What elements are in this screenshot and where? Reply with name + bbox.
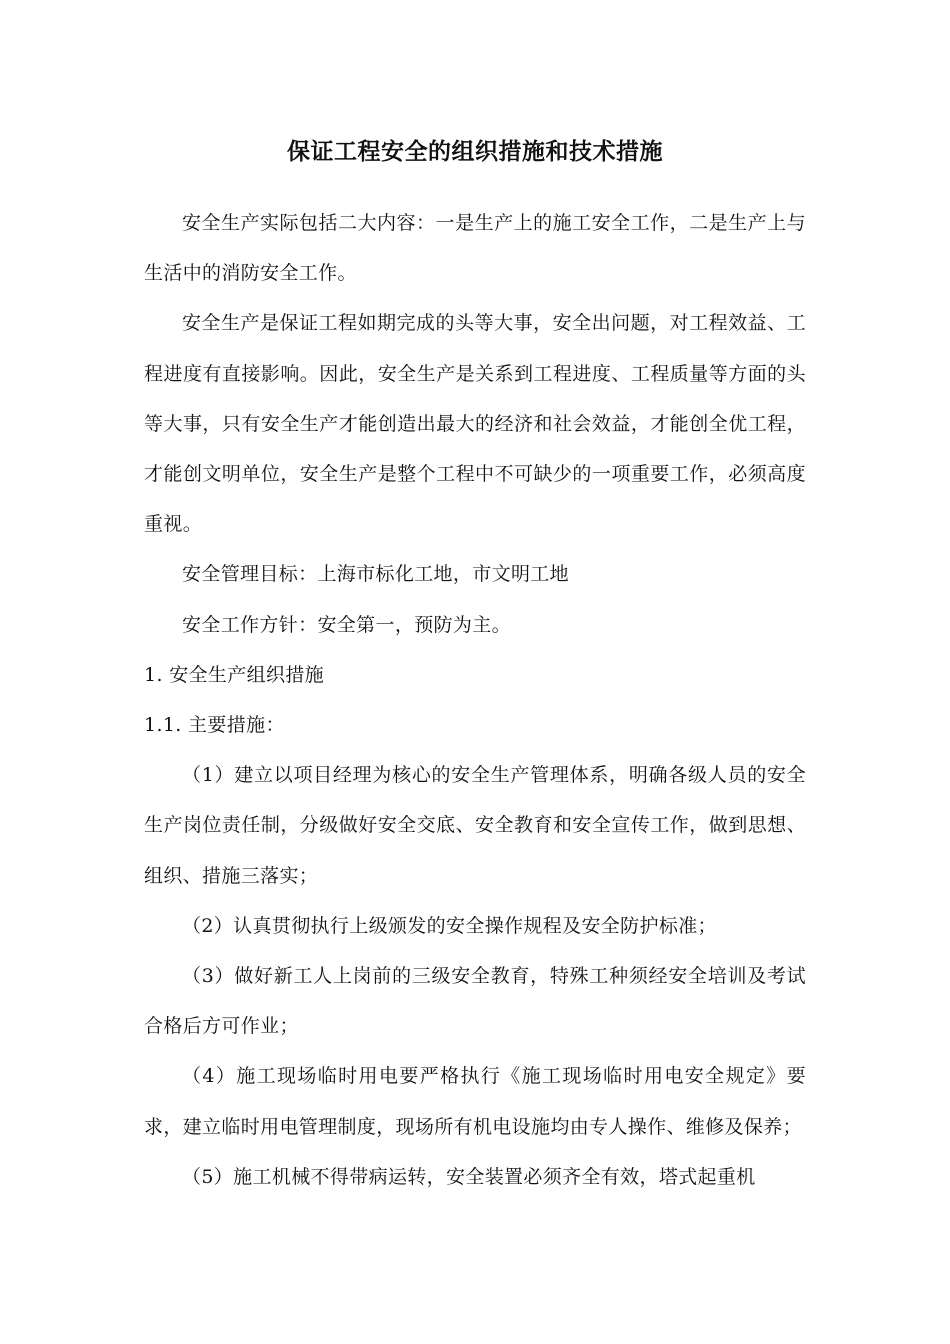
paragraph-work-policy: 安全工作方针：安全第一，预防为主。	[182, 613, 511, 636]
measure-item-3: （3）做好新工人上岗前的三级安全教育，特殊工种须经安全培训及考试合格后方可作业；	[144, 965, 806, 1038]
subsection-heading-main-measures: 1.1. 主要措施：	[144, 714, 285, 737]
paragraph-scope: 安全生产实际包括二大内容：一是生产上的施工安全工作，二是生产上与生活中的消防安全工作。	[144, 212, 806, 285]
measure-item-2: （2）认真贯彻执行上级颁发的安全操作规程及安全防护标准；	[182, 914, 717, 937]
document-title: 保证工程安全的组织措施和技术措施	[287, 138, 663, 165]
measure-item-5: （5）施工机械不得带病运转，安全装置必须齐全有效，塔式起重机	[182, 1165, 756, 1188]
measure-item-4: （4）施工现场临时用电要严格执行《施工现场临时用电安全规定》要求，建立临时用电管理制度，现场所有机电设施均由专人操作、维修及保养；	[144, 1065, 806, 1138]
section-heading-organization: 1. 安全生产组织措施	[144, 663, 325, 686]
measure-item-1: （1）建立以项目经理为核心的安全生产管理体系，明确各级人员的安全生产岗位责任制，分级做好安全交底、安全教育和安全宣传工作，做到思想、组织、措施三落实；	[144, 764, 806, 887]
document-body	[144, 198, 806, 1202]
paragraph-management-goal: 安全管理目标：上海市标化工地，市文明工地	[182, 563, 570, 586]
paragraph-importance: 安全生产是保证工程如期完成的头等大事，安全出问题，对工程效益、工程进度有直接影响。因此，安全生产是关系到工程进度、工程质量等方面的头等大事，只有安全生产才能创造出最大的经济和社会效益，才能创全优工程，才能创文明单位，安全生产是整个工程中不可缺少的一项重要工作，必须高度重视。	[144, 312, 806, 536]
